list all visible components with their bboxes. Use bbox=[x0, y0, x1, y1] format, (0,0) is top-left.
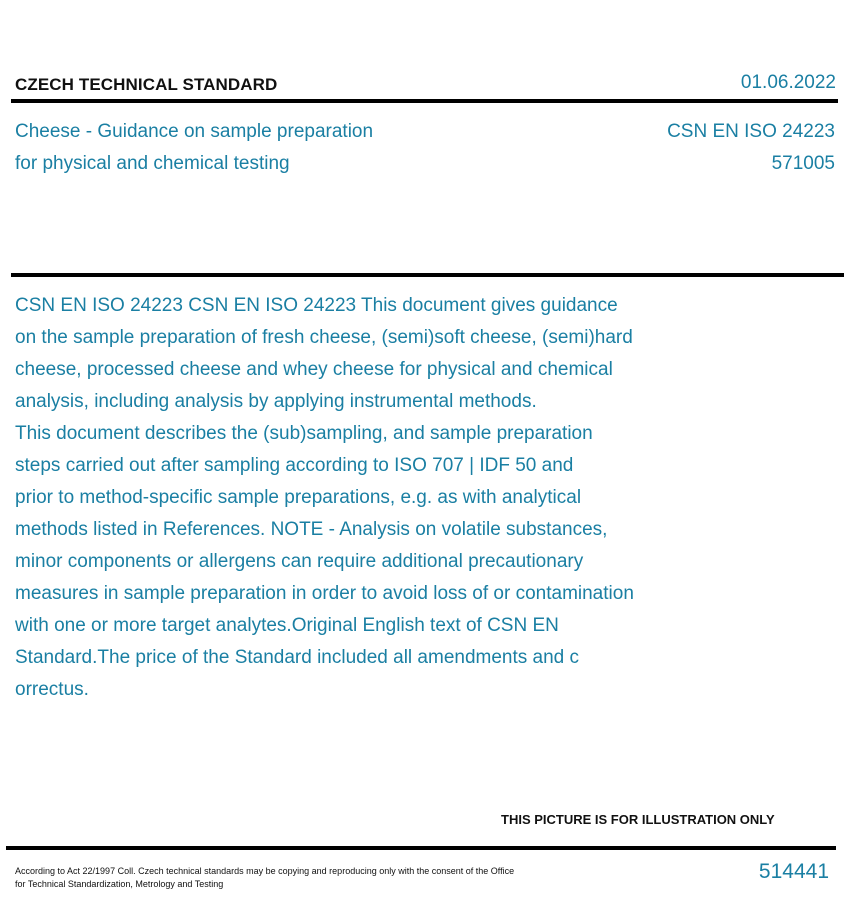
catalog-number: 571005 bbox=[771, 153, 835, 174]
top-divider bbox=[11, 99, 838, 103]
middle-divider bbox=[11, 273, 844, 277]
footer-code: 514441 bbox=[758, 860, 829, 883]
abstract-text: CSN EN ISO 24223 CSN EN ISO 24223 This document gives guidance on the sample preparation of fresh cheese, (semi)soft cheese, (semi)hard cheese, processed cheese and whey cheese for physical and chemical analysis, including analysis by applying instrumental methods. This document describes the (sub)sampling, and sample preparation steps carried out after sampling according to ISO 707 | IDF 50 and prior to method-specific sample preparations, e.g. as with analytical methods listed in References. NOTE - Analysis on volatile substances, minor components or allergens can require additional precautionary measures in sample preparation in order to avoid loss of or contamination with one or more target analytes.Original English text of CSN EN Standard.The price of the Standard included all amendments and c orrectus. bbox=[15, 295, 634, 700]
document-title-line-1: Cheese - Guidance on sample preparation bbox=[15, 121, 374, 142]
header-title: CZECH TECHNICAL STANDARD bbox=[15, 75, 278, 94]
legal-notice-line-1: According to Act 22/1997 Coll. Czech technical standards may be copying and reproducing only with the consent of the Office bbox=[15, 866, 515, 876]
illustration-disclaimer: THIS PICTURE IS FOR ILLUSTRATION ONLY bbox=[501, 812, 775, 827]
document-title-line-2: for physical and chemical testing bbox=[15, 153, 290, 174]
publication-date: 01.06.2022 bbox=[740, 72, 836, 93]
document-title bbox=[15, 116, 373, 180]
legal-notice-line-2: for Technical Standardization, Metrology and Testing bbox=[15, 878, 224, 889]
standard-code: CSN EN ISO 24223 bbox=[667, 121, 835, 142]
bottom-divider bbox=[6, 846, 836, 850]
standard-identifiers bbox=[667, 116, 835, 180]
legal-notice bbox=[15, 865, 615, 890]
